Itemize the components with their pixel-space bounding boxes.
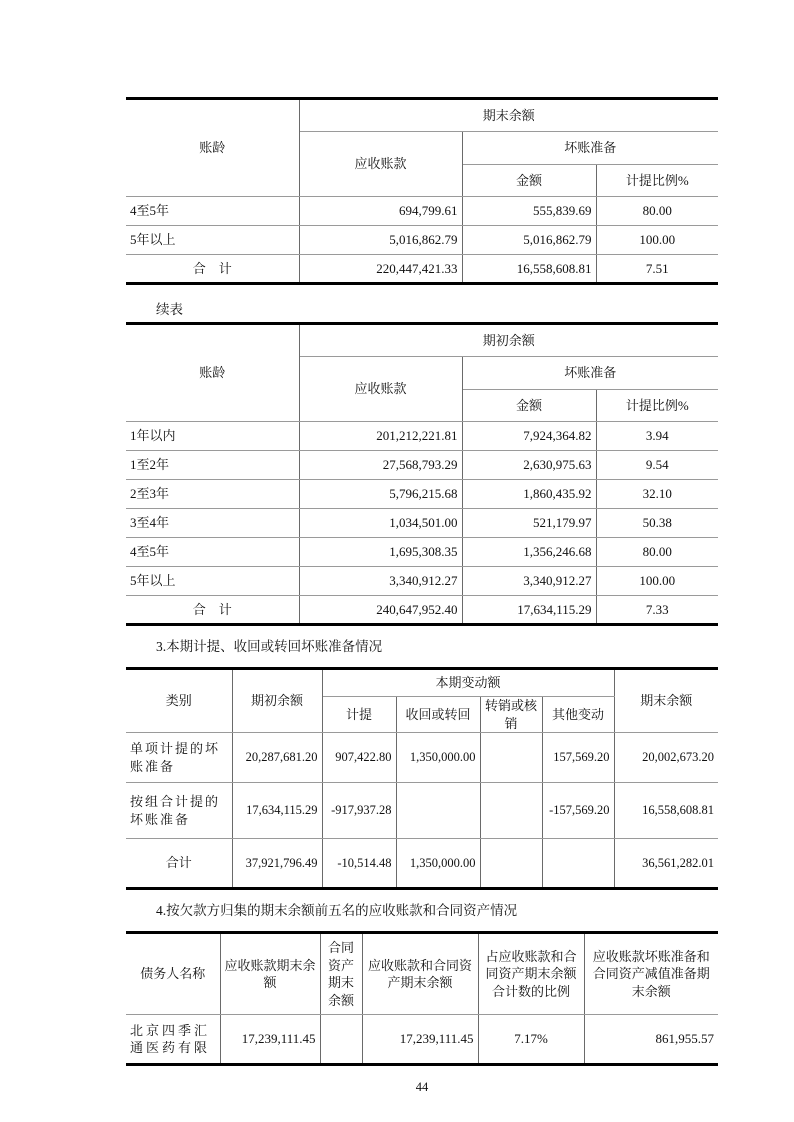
receivable-cell: 1,034,501.00 <box>299 509 462 538</box>
col-group-period-begin-balance: 期初余额 <box>299 324 718 357</box>
amount-cell: 2,630,975.63 <box>462 451 596 480</box>
header-row <box>126 99 718 132</box>
table-row <box>126 197 718 226</box>
opening-cell: 37,921,796.49 <box>232 839 322 889</box>
amount-cell: 16,558,608.81 <box>462 255 596 284</box>
col-header-provision: 应收账款坏账准备和合同资产减值准备期末余额 <box>584 933 718 1015</box>
ratio-cell: 9.54 <box>596 451 718 480</box>
opening-cell: 20,287,681.20 <box>232 733 322 783</box>
other-change-cell: -157,569.20 <box>542 783 614 839</box>
col-group-bad-debt: 坏账准备 <box>462 357 718 390</box>
table-row <box>126 422 718 451</box>
total-label-cell: 合计 <box>126 839 232 889</box>
ar-contract-total-cell: 17,239,111.45 <box>362 1015 478 1065</box>
aging-cell: 1至2年 <box>126 451 299 480</box>
closing-cell: 16,558,608.81 <box>614 783 718 839</box>
col-group-current-change: 本期变动额 <box>322 669 614 697</box>
ratio-cell: 3.94 <box>596 422 718 451</box>
other-change-cell: 157,569.20 <box>542 733 614 783</box>
col-header-recover-reverse: 收回或转回 <box>396 697 480 733</box>
ratio-cell: 7.33 <box>596 596 718 625</box>
provision-movement-table <box>126 667 718 890</box>
receivable-cell: 27,568,793.29 <box>299 451 462 480</box>
header-row <box>126 669 718 697</box>
ratio-cell: 50.38 <box>596 509 718 538</box>
receivable-cell: 220,447,421.33 <box>299 255 462 284</box>
debtor-cell: 北京四季汇通医药有限 <box>126 1015 220 1065</box>
aging-cell: 5年以上 <box>126 226 299 255</box>
table-row <box>126 538 718 567</box>
recover-reverse-cell: 1,350,000.00 <box>396 839 480 889</box>
receivable-cell: 694,799.61 <box>299 197 462 226</box>
section4-heading: 4.按欠款方归集的期末余额前五名的应收账款和合同资产情况 <box>156 903 518 919</box>
accrual-cell: 907,422.80 <box>322 733 396 783</box>
provision-cell: 861,955.57 <box>584 1015 718 1065</box>
aging-cell: 1年以内 <box>126 422 299 451</box>
aging-period-begin-table <box>126 322 718 626</box>
col-group-period-end-balance: 期末余额 <box>299 99 718 132</box>
amount-cell: 521,179.97 <box>462 509 596 538</box>
aging-period-end-table <box>126 97 718 285</box>
amount-cell: 1,356,246.68 <box>462 538 596 567</box>
aging-cell: 2至3年 <box>126 480 299 509</box>
col-header-debtor: 债务人名称 <box>126 933 220 1015</box>
col-header-aging: 账龄 <box>126 324 299 422</box>
write-off-cell <box>480 783 542 839</box>
ratio-cell: 100.00 <box>596 567 718 596</box>
col-header-ratio: 占应收账款和合同资产期末余额合计数的比例 <box>478 933 584 1015</box>
ratio-cell: 100.00 <box>596 226 718 255</box>
accrual-cell: -10,514.48 <box>322 839 396 889</box>
category-cell: 单项计提的坏账准备 <box>126 733 232 783</box>
amount-cell: 3,340,912.27 <box>462 567 596 596</box>
page-number: 44 <box>415 1080 429 1095</box>
col-header-accrual: 计提 <box>322 697 396 733</box>
section3-heading: 3.本期计提、收回或转回坏账准备情况 <box>156 639 383 654</box>
contract-asset-cell <box>320 1015 362 1065</box>
col-header-write-off: 转销或核销 <box>480 697 542 733</box>
total-label-cell: 合 计 <box>126 255 299 284</box>
amount-cell: 1,860,435.92 <box>462 480 596 509</box>
table-row <box>126 509 718 538</box>
col-header-closing: 期末余额 <box>614 669 718 733</box>
ratio-cell: 7.17% <box>478 1015 584 1065</box>
col-header-category: 类别 <box>126 669 232 733</box>
amount-cell: 555,839.69 <box>462 197 596 226</box>
amount-cell: 7,924,364.82 <box>462 422 596 451</box>
ratio-cell: 80.00 <box>596 538 718 567</box>
table-row <box>126 480 718 509</box>
receivable-cell: 240,647,952.40 <box>299 596 462 625</box>
header-row <box>126 933 718 1015</box>
table-row <box>126 226 718 255</box>
col-group-bad-debt: 坏账准备 <box>462 132 718 165</box>
aging-cell: 5年以上 <box>126 567 299 596</box>
write-off-cell <box>480 839 542 889</box>
category-cell: 按组合计提的坏账准备 <box>126 783 232 839</box>
receivable-cell: 1,695,308.35 <box>299 538 462 567</box>
receivable-cell: 5,016,862.79 <box>299 226 462 255</box>
other-change-cell <box>542 839 614 889</box>
recover-reverse-cell <box>396 783 480 839</box>
aging-cell: 4至5年 <box>126 538 299 567</box>
receivable-cell: 201,212,221.81 <box>299 422 462 451</box>
col-header-amount: 金额 <box>462 390 596 422</box>
total-row <box>126 596 718 625</box>
ar-closing-cell: 17,239,111.45 <box>220 1015 320 1065</box>
ratio-cell: 7.51 <box>596 255 718 284</box>
col-header-receivable: 应收账款 <box>299 132 462 197</box>
table-row <box>126 567 718 596</box>
ratio-cell: 32.10 <box>596 480 718 509</box>
col-header-aging: 账龄 <box>126 99 299 197</box>
continued-table-label: 续表 <box>156 302 183 317</box>
table-row <box>126 1015 718 1065</box>
col-header-contract-asset-closing: 合同资产期末余额 <box>320 933 362 1015</box>
write-off-cell <box>480 733 542 783</box>
col-header-ratio: 计提比例% <box>596 390 718 422</box>
closing-cell: 20,002,673.20 <box>614 733 718 783</box>
top-debtors-table <box>126 931 718 1066</box>
col-header-ar-contract-total: 应收账款和合同资产期末余额 <box>362 933 478 1015</box>
col-header-ar-closing: 应收账款期末余额 <box>220 933 320 1015</box>
receivable-cell: 3,340,912.27 <box>299 567 462 596</box>
header-row <box>126 324 718 357</box>
table-row <box>126 783 718 839</box>
closing-cell: 36,561,282.01 <box>614 839 718 889</box>
receivable-cell: 5,796,215.68 <box>299 480 462 509</box>
ratio-cell: 80.00 <box>596 197 718 226</box>
aging-cell: 4至5年 <box>126 197 299 226</box>
aging-cell: 3至4年 <box>126 509 299 538</box>
col-header-ratio: 计提比例% <box>596 165 718 197</box>
opening-cell: 17,634,115.29 <box>232 783 322 839</box>
total-row <box>126 839 718 889</box>
amount-cell: 17,634,115.29 <box>462 596 596 625</box>
col-header-amount: 金额 <box>462 165 596 197</box>
table-row <box>126 451 718 480</box>
amount-cell: 5,016,862.79 <box>462 226 596 255</box>
total-row <box>126 255 718 284</box>
total-label-cell: 合 计 <box>126 596 299 625</box>
table-row <box>126 733 718 783</box>
col-header-other-change: 其他变动 <box>542 697 614 733</box>
col-header-receivable: 应收账款 <box>299 357 462 422</box>
recover-reverse-cell: 1,350,000.00 <box>396 733 480 783</box>
col-header-opening: 期初余额 <box>232 669 322 733</box>
accrual-cell: -917,937.28 <box>322 783 396 839</box>
